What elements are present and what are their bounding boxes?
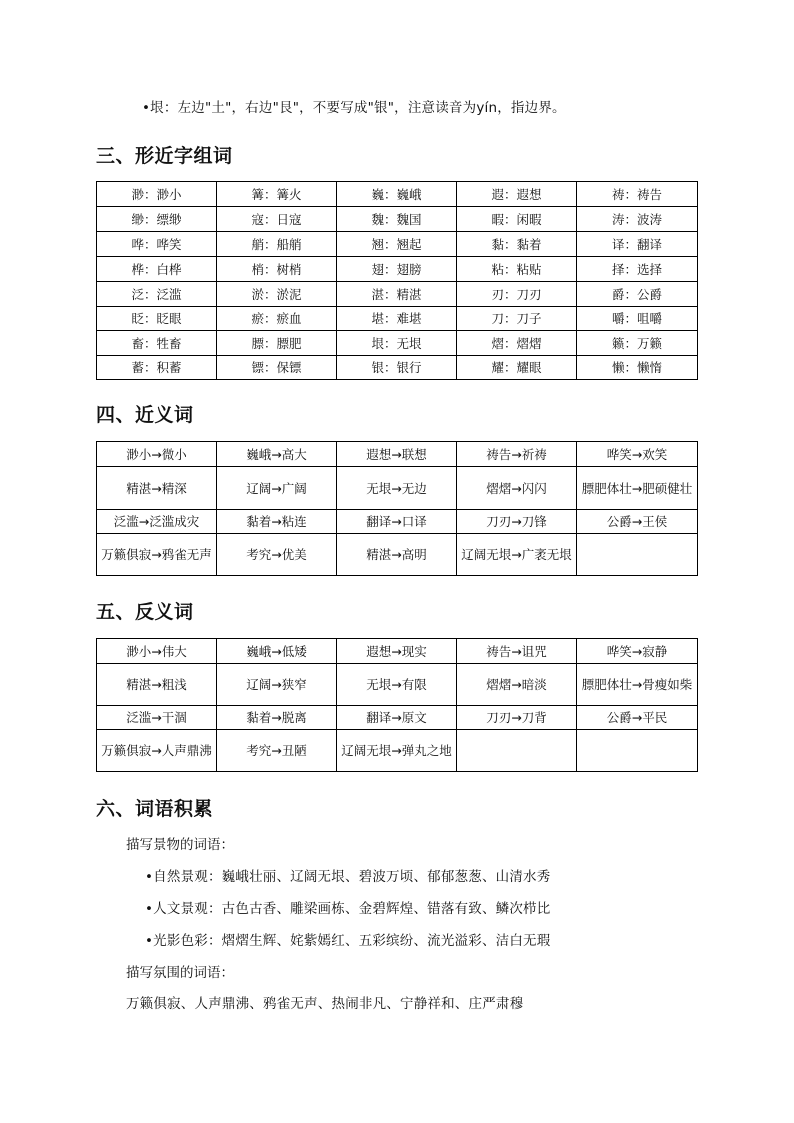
table-cell: 祷告→祈祷 [457,442,577,467]
table-cell [457,730,577,772]
table-cell: 瘀：瘀血 [217,307,337,331]
table-cell: 黏着→脱离 [217,706,337,730]
table-row [97,664,698,706]
table-cell: 辽阔无垠→广袤无垠 [457,534,577,576]
table-cell: 粘：粘贴 [457,257,577,282]
table-cell: 梢：树梢 [217,257,337,282]
table-cell [577,534,698,576]
xingjin-table [96,181,698,380]
table-cell: 辽阔→广阔 [217,467,337,510]
table-cell: 湛：精湛 [337,282,457,307]
table-cell: 熠熠→闪闪 [457,467,577,510]
table-cell: 篝：篝火 [217,182,337,207]
table-cell: 桦：白桦 [97,257,217,282]
table-cell: 祷告→诅咒 [457,639,577,664]
table-cell: 缈：缥缈 [97,207,217,232]
table-cell: 艄：船艄 [217,232,337,257]
table-cell: 辽阔无垠→弹丸之地 [337,730,457,772]
table-row [97,730,698,772]
table-cell: 膘：膘肥 [217,331,337,356]
table-cell: 公爵→王侯 [577,510,698,534]
natural-scenery-line: •自然景观：巍峨壮丽、辽阔无垠、碧波万顷、郁郁葱葱、山清水秀 [145,869,551,885]
table-cell: 巍：巍峨 [337,182,457,207]
table-row [97,282,698,307]
table-cell: 膘肥体壮→骨瘦如柴 [577,664,698,706]
table-cell [577,730,698,772]
table-cell: 刃：刀刃 [457,282,577,307]
table-cell: 镖：保镖 [217,356,337,380]
atmosphere-line: 万籁俱寂、人声鼎沸、鸦雀无声、热闹非凡、宁静祥和、庄严肃穆 [126,996,524,1012]
table-row [97,182,698,207]
section-title-jinyi: 四、近义词 [96,404,194,426]
intro-bullet: •垠：左边"土"，右边"艮"，不要写成"银"，注意读音为yín，指边界。 [142,100,566,116]
table-cell: 暇：闲暇 [457,207,577,232]
table-cell: 无垠→有限 [337,664,457,706]
table-cell: 银：银行 [337,356,457,380]
table-cell: 祷：祷告 [577,182,698,207]
table-cell: 黏着→粘连 [217,510,337,534]
table-cell: 渺小→微小 [97,442,217,467]
table-row [97,534,698,576]
table-cell: 择：选择 [577,257,698,282]
table-cell: 嚼：咀嚼 [577,307,698,331]
table-cell: 哗：哗笑 [97,232,217,257]
table-row [97,706,698,730]
table-cell: 寇：日寇 [217,207,337,232]
table-row [97,442,698,467]
table-cell: 遐：遐想 [457,182,577,207]
table-cell: 无垠→无边 [337,467,457,510]
table-cell: 熠熠→暗淡 [457,664,577,706]
table-cell: 涛：波涛 [577,207,698,232]
table-cell: 翻译→口译 [337,510,457,534]
table-cell: 翘：翘起 [337,232,457,257]
table-cell: 渺小→伟大 [97,639,217,664]
table-cell: 巍峨→高大 [217,442,337,467]
table-cell: 刀刃→刀锋 [457,510,577,534]
section-title-xingjin: 三、形近字组词 [96,145,233,167]
table-cell: 考究→丑陋 [217,730,337,772]
fanyi-table [96,638,698,772]
table-cell: 籁：万籁 [577,331,698,356]
jinyi-table [96,441,698,576]
table-cell: 万籁俱寂→人声鼎沸 [97,730,217,772]
table-cell: 熠：熠熠 [457,331,577,356]
table-cell: 翅：翅膀 [337,257,457,282]
table-cell: 堪：难堪 [337,307,457,331]
table-cell: 刀：刀子 [457,307,577,331]
table-cell: 爵：公爵 [577,282,698,307]
table-cell: 畜：牲畜 [97,331,217,356]
table-cell: 考究→优美 [217,534,337,576]
table-row [97,307,698,331]
table-row [97,639,698,664]
table-cell: 泛滥→泛滥成灾 [97,510,217,534]
light-color-line: •光影色彩：熠熠生辉、姹紫嫣红、五彩缤纷、流光溢彩、洁白无瑕 [145,933,551,949]
table-cell: 魏：魏国 [337,207,457,232]
table-cell: 巍峨→低矮 [217,639,337,664]
table-cell: 遐想→现实 [337,639,457,664]
table-cell: 膘肥体壮→肥硕健壮 [577,467,698,510]
table-row [97,232,698,257]
table-cell: 万籁俱寂→鸦雀无声 [97,534,217,576]
cultural-scenery-line: •人文景观：古色古香、雕梁画栋、金碧辉煌、错落有致、鳞次栉比 [145,901,551,917]
table-row [97,467,698,510]
table-cell: 刀刃→刀背 [457,706,577,730]
table-cell: 蓄：积蓄 [97,356,217,380]
scenery-heading: 描写景物的词语： [126,837,234,853]
table-cell: 哗笑→寂静 [577,639,698,664]
atmosphere-heading: 描写氛围的词语： [126,965,234,981]
table-cell: 精湛→高明 [337,534,457,576]
table-cell: 渺：渺小 [97,182,217,207]
table-cell: 公爵→平民 [577,706,698,730]
table-cell: 淤：淤泥 [217,282,337,307]
table-cell: 黏：黏着 [457,232,577,257]
table-cell: 译：翻译 [577,232,698,257]
table-cell: 哗笑→欢笑 [577,442,698,467]
table-cell: 耀：耀眼 [457,356,577,380]
table-row [97,356,698,380]
table-cell: 遐想→联想 [337,442,457,467]
table-cell: 精湛→精深 [97,467,217,510]
section-title-jilei: 六、词语积累 [96,798,214,820]
table-row [97,257,698,282]
table-cell: 精湛→粗浅 [97,664,217,706]
table-row [97,331,698,356]
table-row [97,207,698,232]
table-cell: 翻译→原文 [337,706,457,730]
table-cell: 懒：懒惰 [577,356,698,380]
table-cell: 辽阔→狭窄 [217,664,337,706]
table-cell: 泛：泛滥 [97,282,217,307]
table-row [97,510,698,534]
section-title-fanyi: 五、反义词 [96,601,194,623]
table-cell: 眨：眨眼 [97,307,217,331]
table-cell: 泛滥→干涸 [97,706,217,730]
table-cell: 垠：无垠 [337,331,457,356]
